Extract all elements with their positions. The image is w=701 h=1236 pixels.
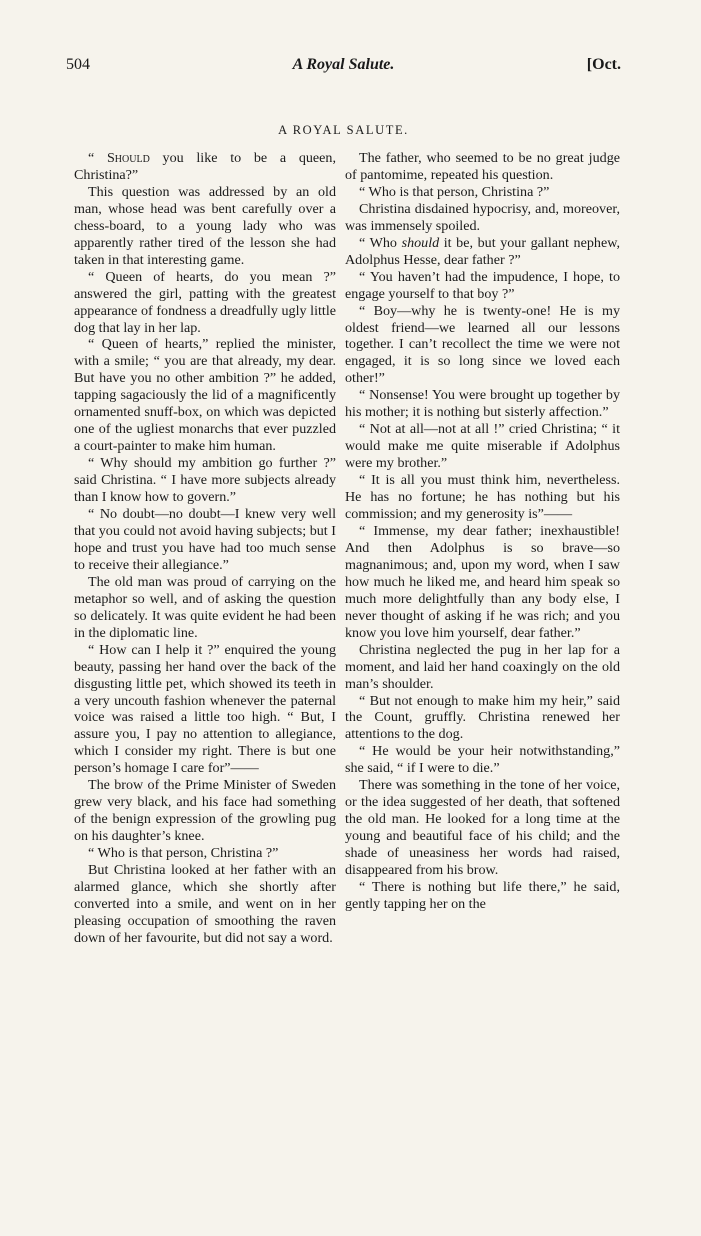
paragraph-text: “ Who <box>359 234 397 251</box>
paragraph: “ Queen of hearts, do you mean ?” answered the girl, patting with the greatest appearance of fondness a dreadfully ugly little dog that lay in her lap. <box>74 268 336 336</box>
paragraph: “ Nonsense! You were brought up together by his mother; it is nothing but sisterly affection.” <box>345 387 620 421</box>
paragraph: This question was addressed by an old man, whose head was bent carefully over a chess-board, to a young lady who was apparently rather tired of the lesson she had taken in that interesting game. <box>74 183 336 268</box>
paragraph: Christina disdained hypocrisy, and, moreover, was immensely spoiled. <box>345 200 620 234</box>
paragraph: “ There is nothing but life there,” he said, gently tapping her on the <box>345 878 620 912</box>
page-number: 504 <box>66 56 90 73</box>
paragraph <box>345 235 620 269</box>
paragraph: “ Not at all—not at all !” cried Christina; “ it would make me quite miserable if Adolphus were my brother.” <box>345 421 620 472</box>
paragraph: Christina neglected the pug in her lap for a moment, and laid her hand coaxingly on the old man’s shoulder. <box>345 641 620 692</box>
paragraph: The brow of the Prime Minister of Sweden grew very black, and his face had something of the benign expression of the growling pug on his daughter’s knee. <box>74 777 336 845</box>
paragraph: “ No doubt—no doubt—I knew very well that you could not avoid having subjects; but I hope and trust you have had too much sense to receive their allegiance.” <box>74 506 336 573</box>
paragraph: “ Should you like to be a queen, Christina?” <box>74 150 336 183</box>
paragraph-text: it be, but your gallant nephew, Adolphus Hesse, dear father ?” <box>345 234 620 268</box>
paragraph: “ Immense, my dear father; inexhaustible! And then Adolphus is so brave—so magnanimous; and, upon my word, when I saw how much he liked me, and heard him speak so much more delightfully than any body else, I never thought of asking if he was rich; and you know you love him yourself, dear father.” <box>345 522 620 641</box>
running-title: A Royal Salute. <box>292 56 395 73</box>
paragraph: “ It is all you must think him, nevertheless. He has no fortune; he has nothing but his commission; and my generosity is”—— <box>345 472 620 523</box>
right-column <box>345 150 620 913</box>
paragraph: There was something in the tone of her voice, or the idea suggested of her death, that softened the old man. He looked for a long time at the young and beautiful face of his child; and the shade of uneasiness her words had raised, disappeared from his brow. <box>345 777 620 879</box>
paragraph: “ How can I help it ?” enquired the young beauty, passing her hand over the back of the disgusting little pet, which showed its teeth in a very uncouth fashion whenever the paternal voice was raised a little too high. “ But, I assure you, I pay no attention to allegiance, which I consider my right. There is but one person’s homage I care for”—— <box>74 641 336 777</box>
drop-word: Should <box>106 150 150 166</box>
paragraph: “ You haven’t had the impudence, I hope, to engage yourself to that boy ?” <box>345 268 620 302</box>
paragraph: “ He would be your heir notwithstanding,” she said, “ if I were to die.” <box>345 743 620 777</box>
paragraph: “ Why should my ambition go further ?” said Christina. “ I have more subjects already than I know how to govern.” <box>74 455 336 506</box>
paragraph: The father, who seemed to be no great judge of pantomime, repeated his question. <box>345 150 620 183</box>
emphasis: should <box>401 234 440 251</box>
paragraph: “ Who is that person, Christina ?” <box>88 845 279 862</box>
paragraph: “ Boy—why he is twenty-one! He is my oldest friend—we learned all our lessons together. I can’t recollect the time we were not engaged, it is so long since we loved each other!” <box>345 302 620 387</box>
paragraph: “ Queen of hearts,” replied the minister, with a smile; “ you are that already, my dear. But have you no other ambition ?” he added, tapping sagaciously the lid of a magnificently ornamented snuff-box, on which was depicted one of the ugliest monarchs that ever puzzled a court-painter to make him human. <box>74 336 336 455</box>
paragraph-text: you like to be a queen, Christina?” <box>74 150 336 183</box>
paragraph: But Christina looked at her father with an alarmed glance, which she shortly after converted into a smile, and went on in her pleasing occupation of smoothing the raven down of her favourite, but did not say a word. <box>74 862 336 946</box>
left-column <box>74 150 336 947</box>
month-label: [Oct. <box>586 56 621 73</box>
page-header <box>66 56 621 80</box>
paragraph: “ But not enough to make him my heir,” said the Count, gruffly. Christina renewed her attentions to the dog. <box>345 692 620 743</box>
article-title: A ROYAL SALUTE. <box>278 123 409 137</box>
paragraph: The old man was proud of carrying on the metaphor so well, and of asking the question so delicately. It was quite evident he had been in the diplomatic line. <box>74 573 336 641</box>
paragraph: “ Who is that person, Christina ?” <box>359 183 550 200</box>
